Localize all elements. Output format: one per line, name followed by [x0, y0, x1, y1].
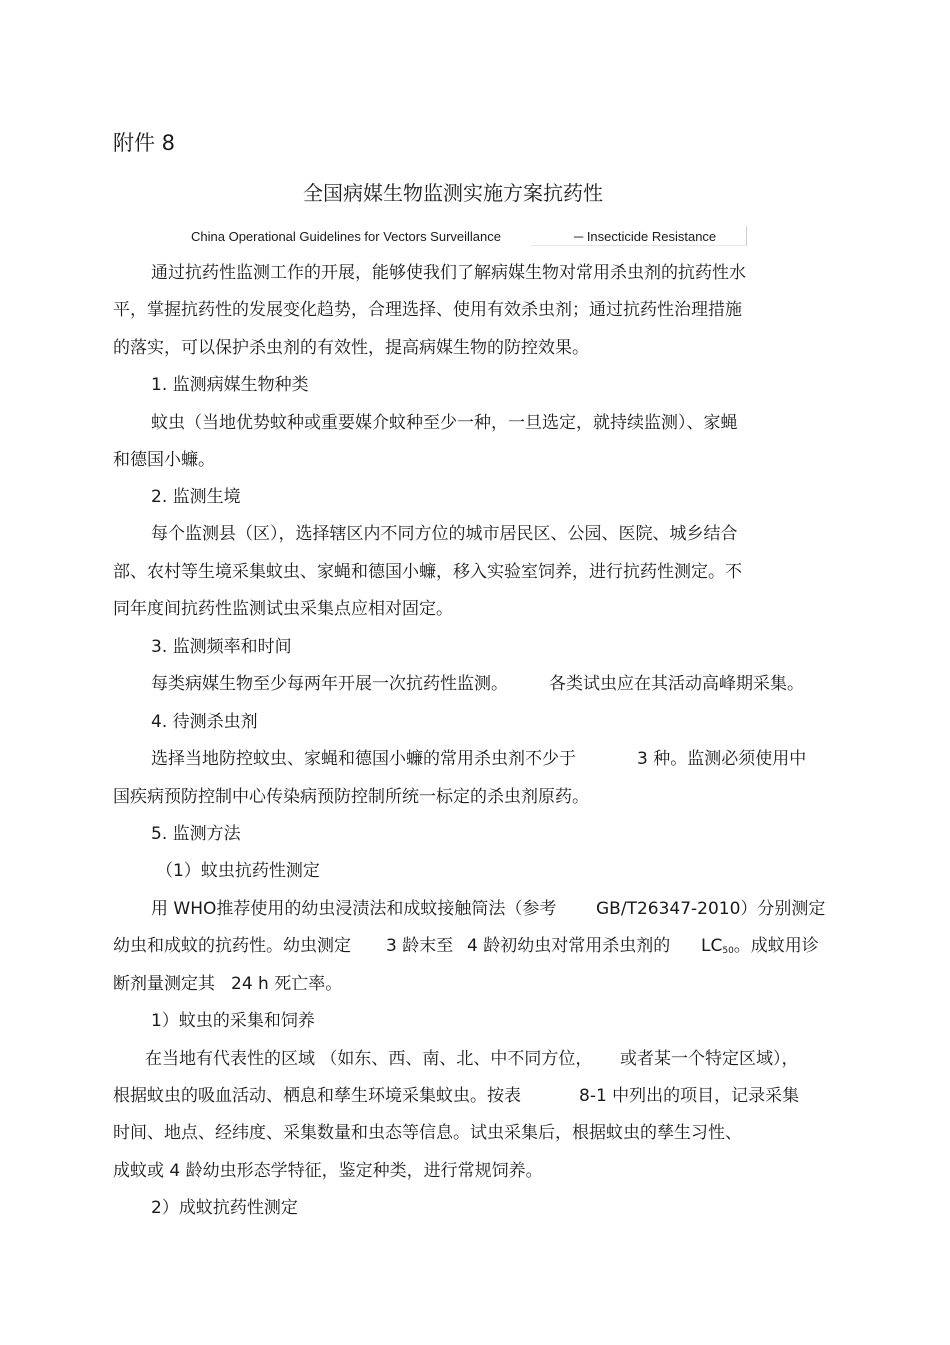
section-5-p3-b: 24 h 死亡率。 — [231, 974, 343, 994]
section-5-item-1-p1-b: 或者某一个特定区域）， — [620, 1049, 799, 1069]
attachment-label: 附件 8 — [113, 131, 176, 155]
document-title: 全国病媒生物监测实施方案抗药性 — [303, 181, 603, 205]
section-1-heading: 1. 监测病媒生物种类 — [151, 375, 309, 395]
section-2-line-2: 部、农村等生境采集蚊虫、家蝇和德国小蠊，移入实验室饲养，进行抗药性测定。不 — [113, 562, 742, 582]
intro-line-2: 平，掌握抗药性的发展变化趋势，合理选择、使用有效杀虫剂；通过抗药性治理措施 — [113, 300, 742, 320]
section-1-line-1: 蚊虫（当地优势蚊种或重要媒介蚊种至少一种，一旦选定，就持续监测）、家蝇 — [151, 413, 738, 433]
section-5-item-1-p1-a: 在当地有代表性的区域 （如东、西、南、北、中不同方位， — [145, 1049, 593, 1069]
section-3-text-a: 每类病媒生物至少每两年开展一次抗药性监测。 — [151, 674, 508, 694]
section-5-item-1-p2-b: 8-1 中列出的项目，记录采集 — [579, 1086, 800, 1106]
section-3-heading: 3. 监测频率和时间 — [151, 637, 292, 657]
section-5-p2-c: 4 龄初幼虫对常用杀虫剂的 — [467, 936, 671, 956]
section-5-item-1-p4: 成蚊或 4 龄幼虫形态学特征，鉴定种类，进行常规饲养。 — [113, 1161, 543, 1181]
intro-line-3: 的落实，可以保护杀虫剂的有效性，提高病媒生物的防控效果。 — [113, 338, 589, 358]
section-5-item-2: 2）成蚊抗药性测定 — [151, 1198, 298, 1218]
section-5-sub-1: （1）蚊虫抗药性测定 — [156, 861, 320, 881]
subtitle-english-main: China Operational Guidelines for Vectors Surveillance — [191, 229, 502, 244]
section-3-text-b: 各类试虫应在其活动高峰期采集。 — [549, 674, 804, 694]
section-5-p1-b: GB/T26347-2010）分别测定 — [596, 899, 826, 919]
section-5-p3-a: 断剂量测定其 — [113, 974, 215, 994]
section-5-heading: 5. 监测方法 — [151, 824, 241, 844]
section-2-line-3: 同年度间抗药性监测试虫采集点应相对固定。 — [113, 599, 453, 619]
section-4-line-2: 国疾病预防控制中心传染病预防控制所统一标定的杀虫剂原药。 — [113, 787, 589, 807]
section-5-item-1-p2-a: 根据蚊虫的吸血活动、栖息和孳生环境采集蚊虫。按表 — [113, 1086, 521, 1106]
section-1-line-2: 和德国小蠊。 — [113, 450, 215, 470]
section-4-heading: 4. 待测杀虫剂 — [151, 712, 258, 732]
lc-subscript: 50 — [722, 946, 734, 956]
lc-label: LC — [701, 936, 723, 956]
section-4-line-1a: 选择当地防控蚊虫、家蝇和德国小蠊的常用杀虫剂不少于 — [151, 749, 576, 769]
section-5-p2-lc50 — [701, 935, 819, 962]
section-4-line-1b: 3 种。监测必须使用中 — [637, 749, 807, 769]
section-2-heading: 2. 监测生境 — [151, 487, 241, 507]
section-5-p1-a: 用 WHO推荐使用的幼虫浸渍法和成蚊接触筒法（参考 — [151, 899, 557, 919]
subtitle-english-topic: ─ Insecticide Resistance — [574, 229, 717, 244]
section-5-p2-e: 。成蚊用诊 — [733, 936, 819, 956]
section-5-p2-a: 幼虫和成蚊的抗药性。幼虫测定 — [113, 936, 351, 956]
section-5-item-1-p3: 时间、地点、经纬度、采集数量和虫态等信息。试虫采集后，根据蚊虫的孳生习性、 — [113, 1123, 742, 1143]
section-2-line-1: 每个监测县（区），选择辖区内不同方位的城市居民区、公园、医院、城乡结合 — [151, 524, 738, 544]
section-5-p2-b: 3 龄末至 — [386, 936, 454, 956]
section-5-item-1: 1）蚊虫的采集和饲养 — [151, 1011, 315, 1031]
intro-line-1: 通过抗药性监测工作的开展，能够使我们了解病媒生物对常用杀虫剂的抗药性水 — [151, 263, 746, 283]
